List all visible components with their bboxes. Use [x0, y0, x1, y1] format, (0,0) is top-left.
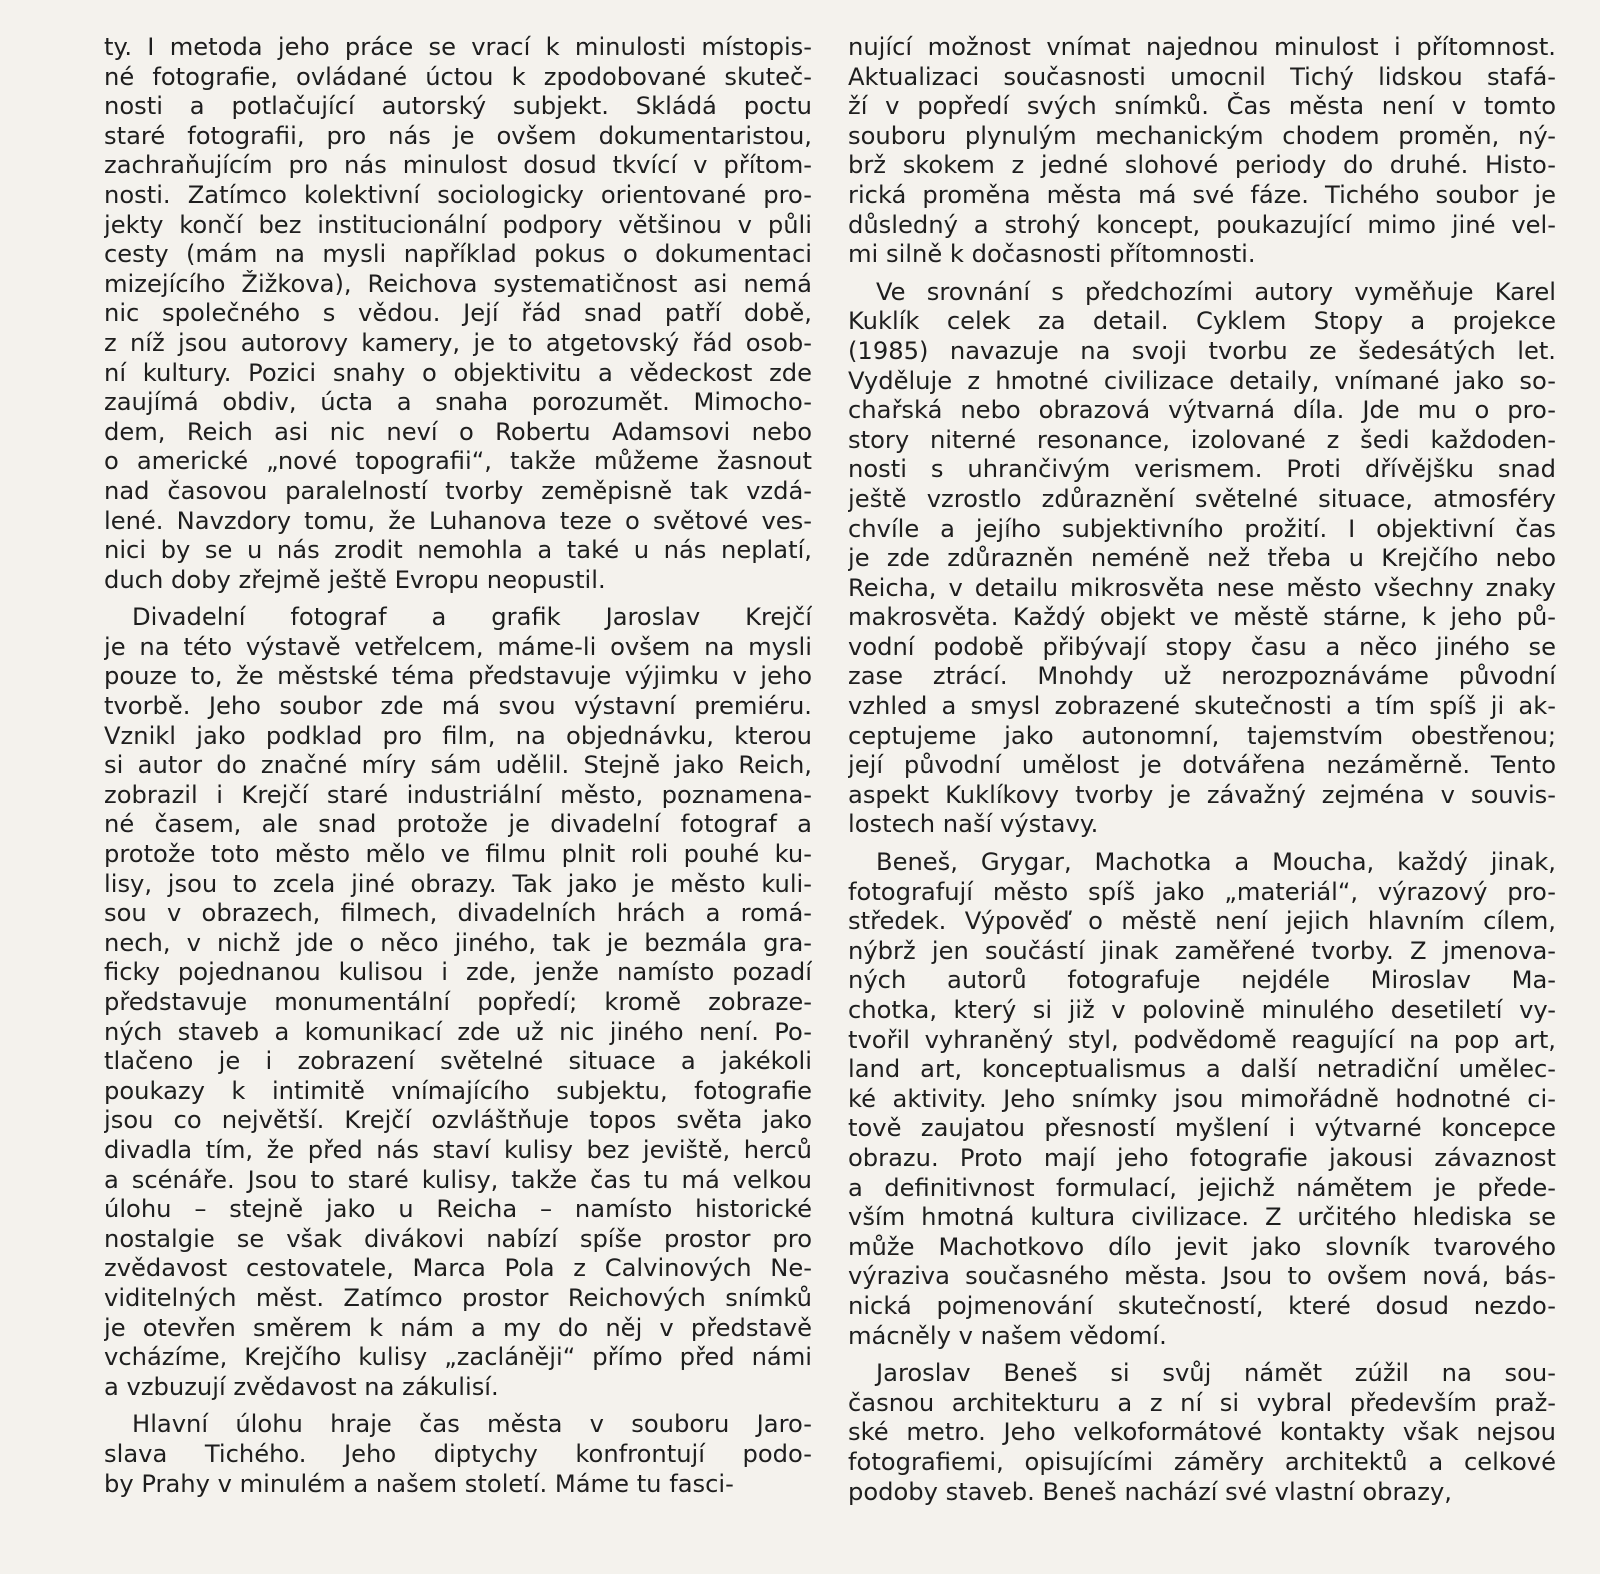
text-line: land art, konceptualismus a další netradiční umělec-	[848, 1055, 1556, 1084]
text-line: makrosvěta. Každý objekt ve městě stárne, k jeho pů-	[848, 603, 1556, 632]
text-line: ží v popředí svých snímků. Čas města není v tomto	[848, 92, 1556, 121]
text-line: mácněly v našem vědomí.	[848, 1321, 1167, 1350]
right-text-column	[848, 33, 1556, 1507]
text-line: středek. Výpověď o městě není jejich hlavním cílem,	[848, 907, 1556, 936]
text-line: Jaroslav Beneš si svůj námět zúžil na sou-	[876, 1359, 1556, 1388]
right-paragraph	[848, 278, 1556, 840]
text-line: její původní umělost je dotvářena nezáměrně. Tento	[848, 751, 1556, 780]
paragraph-gap	[848, 270, 1556, 278]
text-line: ní kultury. Pozici snahy o objektivitu a vědeckost zde	[104, 358, 812, 387]
text-line: nad časovou paralelností tvorby zeměpisně tak vzdá-	[104, 476, 812, 505]
text-line: nici by se u nás zrodit nemohla a také u nás neplatí,	[104, 536, 812, 565]
text-line: story niterné resonance, izolované z šedi každoden-	[848, 425, 1556, 454]
text-line: představuje monumentální popředí; kromě zobraze-	[104, 988, 812, 1016]
text-line: a vzbuzují zvědavost na zákulisí.	[104, 1372, 499, 1401]
text-line: výraziva současného města. Jsou to ovšem nová, bás-	[848, 1262, 1556, 1291]
left-text-column	[104, 33, 812, 1499]
text-line: ještě vzrostlo zdůraznění světelné situace, atmosféry	[848, 484, 1556, 513]
text-line: nosti. Zatímco kolektivní sociologicky orientované pro-	[104, 180, 812, 209]
text-line: poukazy k intimitě vnímajícího subjektu, fotografie	[104, 1076, 812, 1105]
text-line: zaujímá obdiv, úcta a snaha porozumět. Mimocho-	[104, 388, 812, 417]
text-line: je zde zdůrazněn neméně než třeba u Krejčího nebo	[848, 544, 1556, 573]
text-line: a definitivnost formulací, jejichž námětem je přede-	[848, 1173, 1556, 1202]
text-line: nická pojmenování skutečností, které dosud nezdo-	[848, 1291, 1556, 1320]
text-line: vším hmotná kultura civilizace. Z určitého hlediska se	[848, 1203, 1556, 1232]
text-line: podoby staveb. Beneš nachází své vlastní obrazy,	[848, 1477, 1452, 1506]
text-line: nující možnost vnímat najednou minulost i přítomnost.	[848, 33, 1556, 61]
text-line: zase ztrácí. Mnohdy už nerozpoznáváme původní	[848, 662, 1556, 691]
text-line: jekty končí bez institucionální podpory většinou v půli	[104, 210, 812, 239]
text-line: dem, Reich asi nic neví o Robertu Adamsovi nebo	[104, 417, 812, 446]
text-line: vodní podobě přibývají stopy času a něco jiného se	[848, 632, 1556, 661]
text-line: mizejícího Žižkova), Reichova systematičnost asi nemá	[104, 269, 812, 298]
left-paragraph	[104, 33, 812, 595]
text-line: divadla tím, že před nás staví kulisy bez jeviště, herců	[104, 1135, 812, 1164]
text-line: vcházíme, Krejčího kulisy „zacláněji“ přímo před námi	[104, 1343, 812, 1372]
text-line: z níž jsou autorovy kamery, je to atgetovský řád osob-	[104, 328, 812, 357]
text-line: tově zaujatou přesností myšlení i výtvarné koncepce	[848, 1114, 1556, 1143]
text-line: protože toto město mělo ve filmu plnit roli pouhé ku-	[104, 840, 812, 869]
text-line: nosti a potlačující autorský subjekt. Skládá poctu	[104, 92, 812, 121]
text-line: obrazu. Proto mají jeho fotografie jakousi závaznost	[848, 1143, 1556, 1172]
text-line: lostech naší výstavy.	[848, 810, 1099, 839]
text-line: by Prahy v minulém a našem století. Máme tu fasci-	[104, 1469, 734, 1498]
text-line: cesty (mám na mysli například pokus o dokumentaci	[104, 240, 812, 269]
text-line: Vyděluje z hmotné civilizace detaily, vnímané jako so-	[848, 366, 1556, 395]
text-line: aspekt Kuklíkovy tvorby je závažný zejména v souvis-	[848, 780, 1556, 809]
text-line: Kuklík celek za detail. Cyklem Stopy a projekce	[848, 307, 1556, 336]
text-line: může Machotkovo dílo jevit jako slovník tvarového	[848, 1232, 1556, 1261]
text-line: vzhled a smysl zobrazené skutečnosti a tím spíš ji ak-	[848, 692, 1556, 721]
text-line: Beneš, Grygar, Machotka a Moucha, každý jinak,	[876, 848, 1556, 877]
text-line: Hlavní úlohu hraje čas města v souboru Jaro-	[132, 1410, 812, 1439]
text-line: né fotografie, ovládané úctou k zpodobované skuteč-	[104, 62, 812, 91]
paragraph-gap	[848, 840, 1556, 848]
text-line: fotografiemi, opisujícími záměry architektů a celkové	[848, 1447, 1556, 1476]
text-line: chotka, který si již v polovině minulého desetiletí vy-	[848, 996, 1556, 1024]
text-line: né časem, ale snad protože je divadelní fotograf a	[104, 810, 812, 839]
text-line: ké aktivity. Jeho snímky jsou mimořádně hodnotné ci-	[848, 1084, 1556, 1113]
text-line: je na této výstavě vetřelcem, máme-li ovšem na mysli	[104, 632, 812, 661]
text-line: viditelných měst. Zatímco prostor Reichových snímků	[104, 1283, 812, 1312]
text-line: důsledný a strohý koncept, poukazující mimo jiné vel-	[848, 210, 1556, 239]
text-line: tvořil vyhraněný styl, podvědomě reagující na pop art,	[848, 1025, 1556, 1054]
text-line: nic společného s vědou. Její řád snad patří době,	[104, 299, 812, 328]
text-line: brž skokem z jedné slohové periody do druhé. Histo-	[848, 151, 1556, 180]
text-line: je otevřen směrem k nám a my do něj v představě	[104, 1313, 812, 1342]
text-line: Ve srovnání s předchozími autory vyměňuje Karel	[876, 277, 1556, 306]
text-line: lisy, jsou to zcela jiné obrazy. Tak jako je město kuli-	[104, 869, 812, 898]
text-line: tvorbě. Jeho soubor zde má svou výstavní premiéru.	[104, 692, 812, 721]
paragraph-gap	[104, 1402, 812, 1410]
text-line: jsou co největší. Krejčí ozvláštňuje topos světa jako	[104, 1106, 812, 1135]
right-paragraph	[848, 848, 1556, 1351]
text-line: nostalgie se však divákovi nabízí spíše prostor pro	[104, 1224, 812, 1253]
text-line: zobrazil i Krejčí staré industriální město, poznamena-	[104, 780, 812, 809]
text-line: chařská nebo obrazová výtvarná díla. Jde mu o pro-	[848, 396, 1556, 425]
text-line: duch doby zřejmě ještě Evropu neopustil.	[104, 565, 606, 594]
text-line: o americké „nové topografii“, takže můžeme žasnout	[104, 447, 812, 476]
text-line: nýbrž jen součástí jinak zaměřené tvorby. Z jmenova-	[848, 936, 1556, 965]
text-line: ské metro. Jeho velkoformátové kontakty však nejsou	[848, 1418, 1556, 1447]
text-line: tlačeno je i zobrazení světelné situace a jakékoli	[104, 1047, 812, 1076]
text-line: Aktualizaci současnosti umocnil Tichý lidskou stafá-	[848, 62, 1556, 91]
text-line: sou v obrazech, filmech, divadelních hrách a romá-	[104, 899, 812, 928]
text-line: nosti s uhrančivým verismem. Proti dřívějšku snad	[848, 455, 1556, 484]
left-paragraph	[104, 603, 812, 1402]
text-line: Vznikl jako podklad pro film, na objednávku, kterou	[104, 721, 812, 750]
text-line: chvíle a jejího subjektivního prožití. I objektivní čas	[848, 514, 1556, 543]
text-line: ných staveb a komunikací zde už nic jiného není. Po-	[104, 1017, 812, 1046]
left-paragraph	[104, 1410, 812, 1499]
paragraph-gap	[848, 1351, 1556, 1359]
text-line: souboru plynulým mechanickým chodem proměn, ný-	[848, 121, 1556, 150]
text-line: nech, v nichž jde o něco jiného, tak je bezmála gra-	[104, 928, 812, 957]
paragraph-gap	[104, 595, 812, 603]
text-line: ficky pojednanou kulisou i zde, jenže namísto pozadí	[104, 958, 812, 987]
text-line: zvědavost cestovatele, Marca Pola z Calvinových Ne-	[104, 1254, 812, 1283]
text-line: zachraňujícím pro nás minulost dosud tkvící v přítom-	[104, 151, 812, 180]
text-line: ceptujeme jako autonomní, tajemstvím obestřenou;	[848, 721, 1556, 750]
text-line: fotografují město spíš jako „materiál“, výrazový pro-	[848, 877, 1556, 906]
text-line: pouze to, že městské téma představuje výjimku v jeho	[104, 662, 812, 691]
text-line: úlohu – stejně jako u Reicha – namísto historické	[104, 1195, 812, 1224]
text-line: staré fotografii, pro nás je ovšem dokumentaristou,	[104, 121, 812, 150]
text-line: rická proměna města má své fáze. Tichého soubor je	[848, 180, 1556, 209]
text-line: si autor do značné míry sám udělil. Stejně jako Reich,	[104, 751, 812, 780]
text-line: Reicha, v detailu mikrosvěta nese město všechny znaky	[848, 573, 1556, 602]
text-line: Divadelní fotograf a grafik Jaroslav Krejčí	[132, 603, 812, 632]
text-line: a scénáře. Jsou to staré kulisy, takže čas tu má velkou	[104, 1165, 812, 1194]
text-line: slava Tichého. Jeho diptychy konfrontují podo-	[104, 1439, 812, 1468]
right-paragraph	[848, 33, 1556, 270]
right-paragraph	[848, 1359, 1556, 1507]
text-line: ty. I metoda jeho práce se vrací k minulosti místopis-	[104, 33, 812, 61]
text-line: (1985) navazuje na svoji tvorbu ze šedesátých let.	[848, 336, 1556, 365]
text-line: mi silně k dočasnosti přítomnosti.	[848, 240, 1256, 269]
text-line: lené. Navzdory tomu, že Luhanova teze o světové ves-	[104, 506, 812, 535]
text-line: ných autorů fotografuje nejdéle Miroslav Ma-	[848, 966, 1556, 995]
text-line: časnou architekturu a z ní si vybral především praž-	[848, 1388, 1556, 1417]
